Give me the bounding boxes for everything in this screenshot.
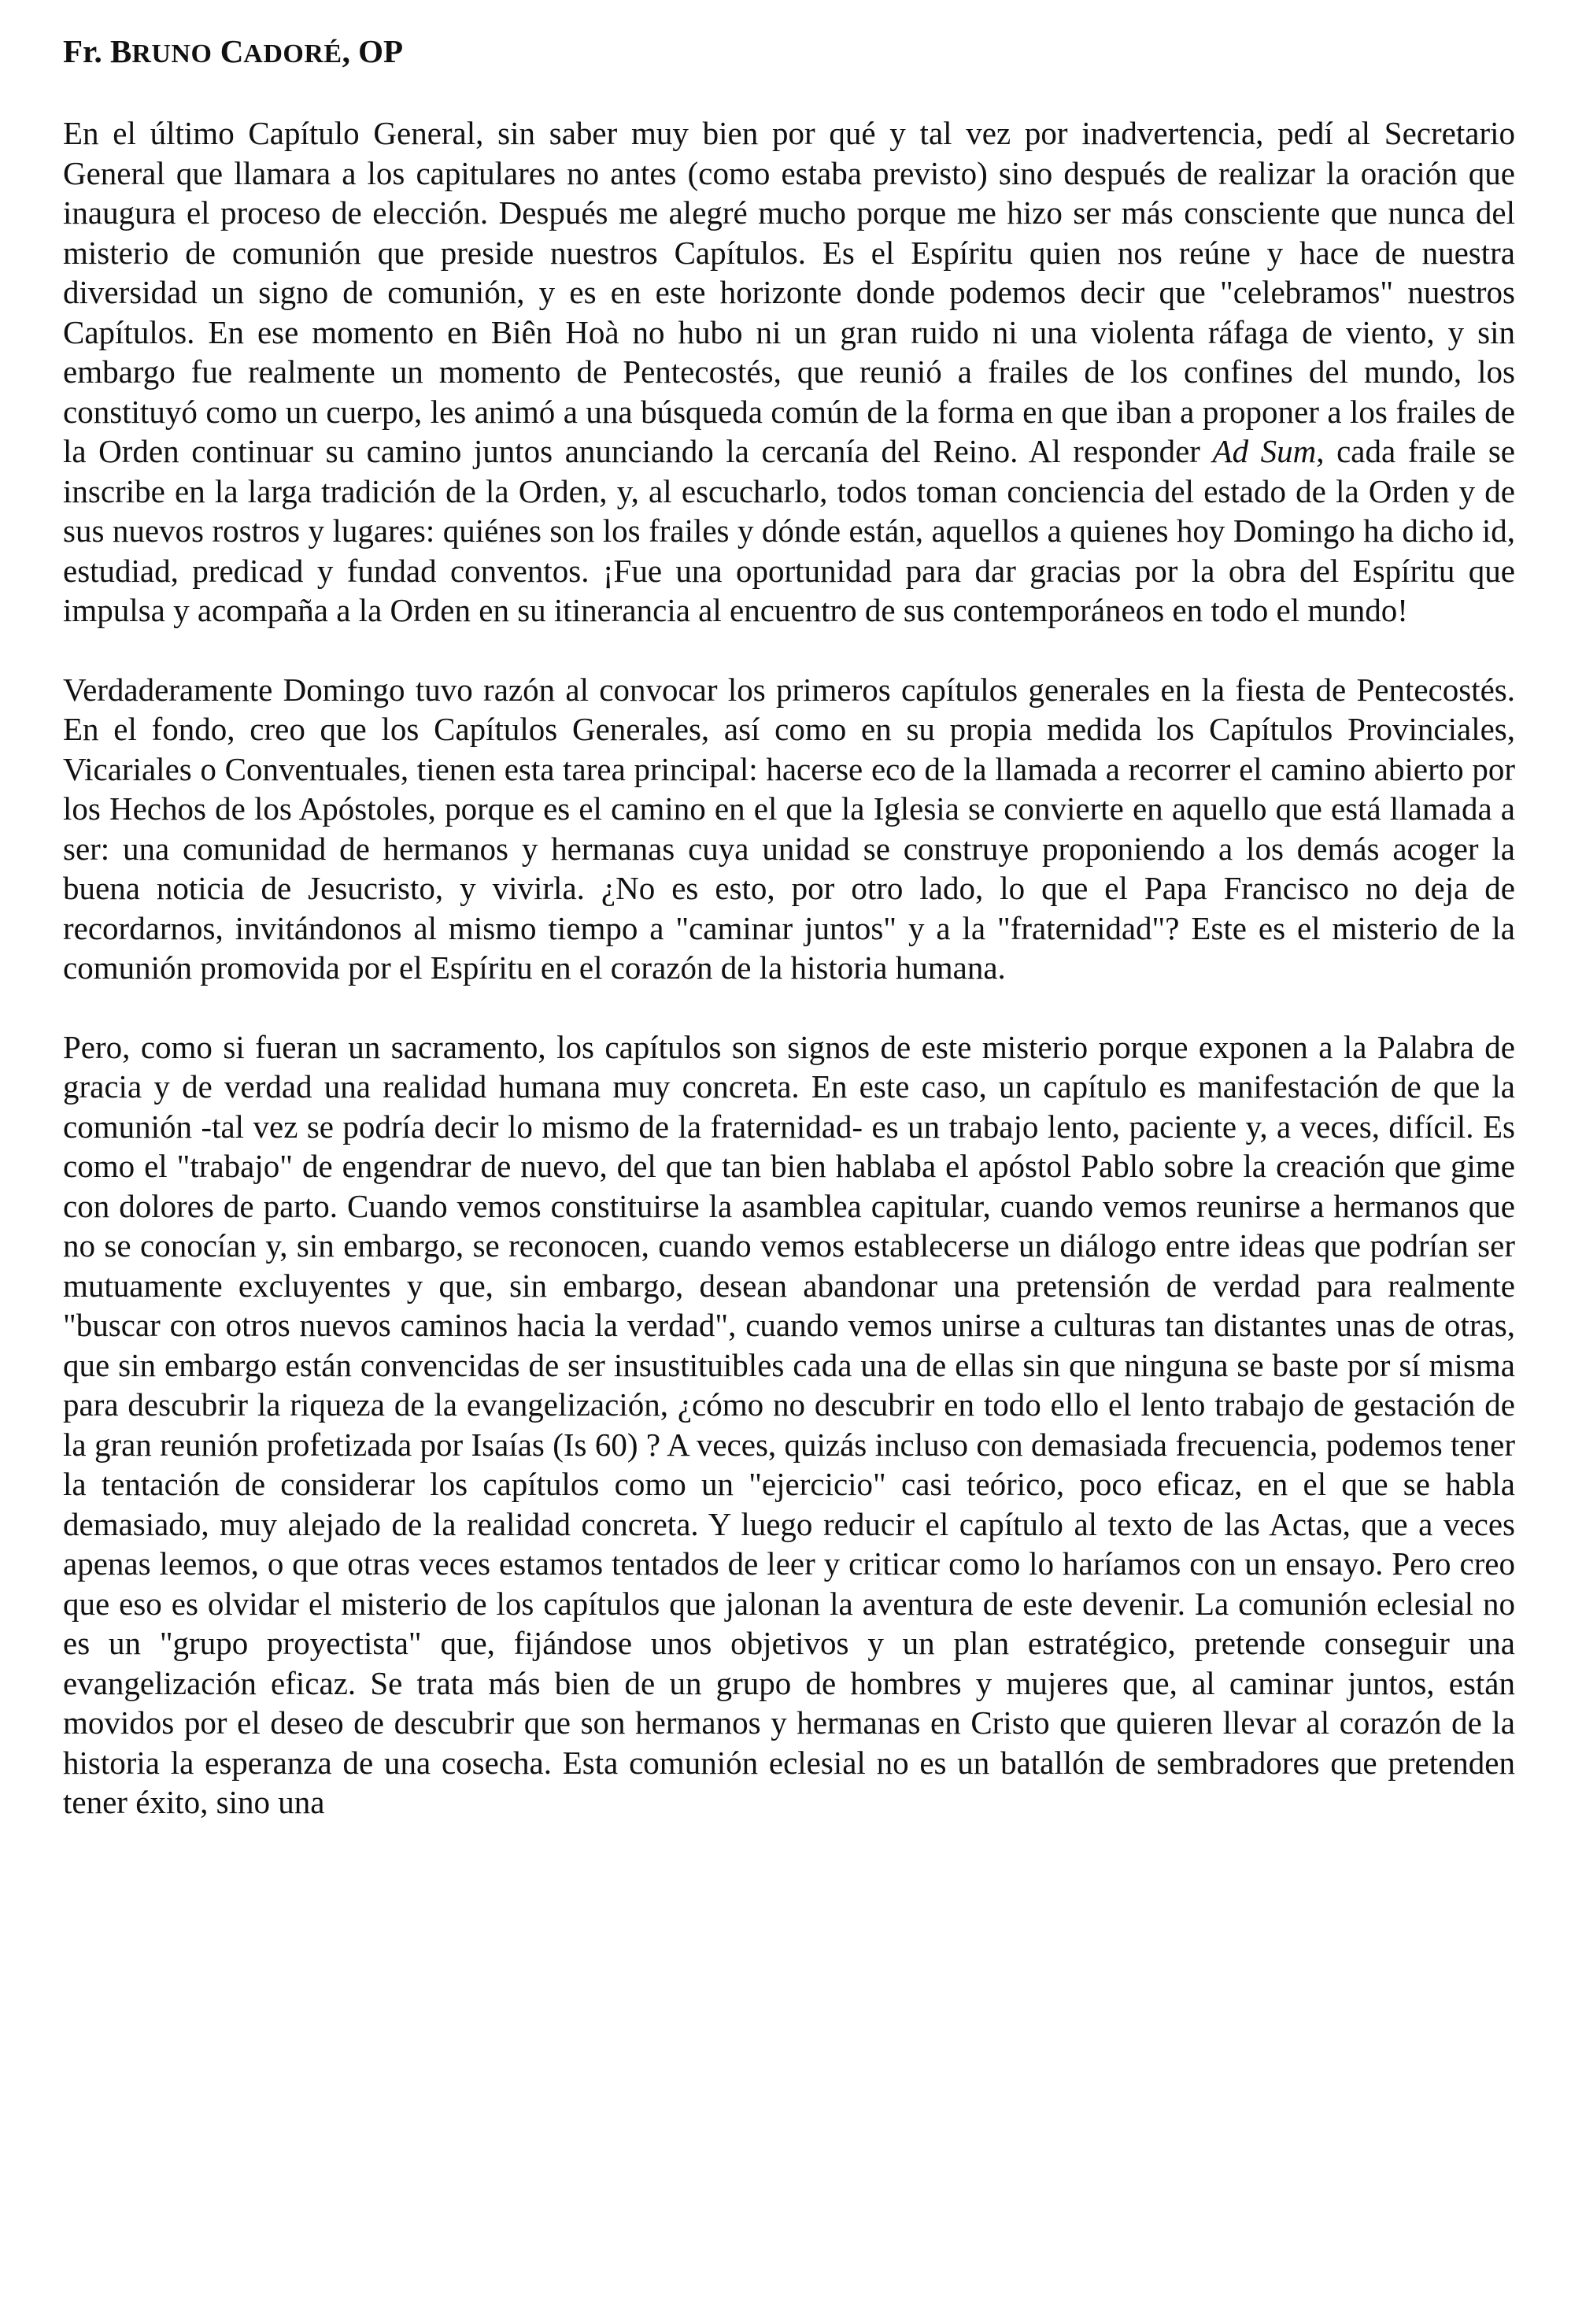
- paragraph-3-text: Pero, como si fueran un sacramento, los capítulos son signos de este misterio porque exponen a la Palabra de gracia y de verdad una realidad humana muy concreta. En este caso, un capítulo es manifestación de que la comunión -tal vez se podría decir lo mismo de la fraternidad- es un trabajo lento, paciente y, a veces, difícil. Es como el "trabajo" de engendrar de nuevo, del que tan bien hablaba el apóstol Pablo sobre la creación que gime con dolores de parto. Cuando vemos constituirse la asamblea capitular, cuando vemos reunirse a hermanos que no se conocían y, sin embargo, se reconocen, cuando vemos establecerse un diálogo entre ideas que podrían ser mutuamente excluyentes y que, sin embargo, desean abandonar una pretensión de verdad para realmente "buscar con otros nuevos caminos hacia la verdad", cuando vemos unirse a culturas tan distantes unas de otras, que sin embargo están convencidas de ser insustituibles cada una de ellas sin que ninguna se baste por sí misma para descubrir la riqueza de la evangelización, ¿cómo no descubrir en todo ello el lento trabajo de gestación de la gran reunión profetizada por Isaías (Is 60) ? A veces, quizás incluso con demasiada frecuencia, podemos tener la tentación de considerar los capítulos como un "ejercicio" casi teórico, poco eficaz, en el que se habla demasiado, muy alejado de la realidad concreta. Y luego reducir el capítulo al texto de las Actas, que a veces apenas leemos, o que otras veces estamos tentados de leer y criticar como lo haríamos con un ensayo. Pero creo que eso es olvidar el misterio de los capítulos que jalonan la aventura de este devenir. La comunión eclesial no es un "grupo proyectista" que, fijándose unos objetivos y un plan estratégico, pretende conseguir una evangelización eficaz. Se trata más bien de un grupo de hombres y mujeres que, al caminar juntos, están movidos por el deseo de descubrir que son hermanos y hermanas en Cristo que quieren llevar al corazón de la historia la esperanza de una cosecha. Esta comunión eclesial no es un batallón de sembradores que pretenden tener éxito, sino una: [63, 1028, 1515, 1820]
- author-smallcaps-last: ADORÉ: [243, 39, 342, 68]
- paragraph-2-text: Verdaderamente Domingo tuvo razón al convocar los primeros capítulos generales en la fiesta de Pentecostés. En el fondo, creo que los Capítulos Generales, así como en su propia medida los Capítulos Provinciales, Vicariales o Conventuales, tienen esta tarea principal: hacerse eco de la llamada a recorrer el camino abierto por los Hechos de los Apóstoles, porque es el camino en el que la Iglesia se convierte en aquello que está llamada a ser: una comunidad de hermanos y hermanas cuya unidad se construye proponiendo a los demás acoger la buena noticia de Jesucristo, y vivirla. ¿No es esto, por otro lado, lo que el Papa Francisco no deja de recordarnos, invitándonos al mismo tiempo a "caminar juntos" y a la "fraternidad"? Este es el misterio de la comunión promovida por el Espíritu en el corazón de la historia humana.: [63, 671, 1515, 986]
- author-smallcaps-first: RUNO: [131, 39, 213, 68]
- paragraph-1-text-a: En el último Capítulo General, sin saber muy bien por qué y tal vez por inadvertencia, pedí al Secretario General que llamara a los capitulares no antes (como estaba previsto) sino después de realizar la oración que inaugura el proceso de elección. Después me alegré mucho porque me hizo ser más consciente que nunca del misterio de comunión que preside nuestros Capítulos. Es el Espíritu quien nos reúne y hace de nuestra diversidad un signo de comunión, y es en este horizonte donde podemos decir que "celebramos" nuestros Capítulos. En ese momento en Biên Hoà no hubo ni un gran ruido ni una violenta ráfaga de viento, y sin embargo fue realmente un momento de Pentecostés, que reunió a frailes de los confines del mundo, los constituyó como un cuerpo, les animó a una búsqueda común de la forma en que iban a proponer a los frailes de la Orden continuar su camino juntos anunciando la cercanía del Reino. Al responder: [63, 115, 1515, 469]
- paragraph-1: [63, 113, 1515, 631]
- author-heading: [63, 31, 1515, 74]
- author-suffix: , OP: [342, 33, 404, 69]
- document-page: [63, 31, 1515, 1823]
- paragraph-3: [63, 1027, 1515, 1823]
- paragraph-2: [63, 670, 1515, 988]
- author-prefix: Fr. B: [63, 33, 132, 69]
- paragraph-1-italic-ad-sum: Ad Sum: [1212, 433, 1317, 469]
- author-space: C: [212, 33, 244, 69]
- paragraph-1-text-b: , cada fraile se inscribe en la larga tradición de la Orden, y, al escucharlo, todos toman conciencia del estado de la Orden y de sus nuevos rostros y lugares: quiénes son los frailes y dónde están, aquellos a quienes hoy Domingo ha dicho id, estudiad, predicad y fundad conventos. ¡Fue una oportunidad para dar gracias por la obra del Espíritu que impulsa y acompaña a la Orden en su itinerancia al encuentro de sus contemporáneos en todo el mundo!: [63, 433, 1515, 628]
